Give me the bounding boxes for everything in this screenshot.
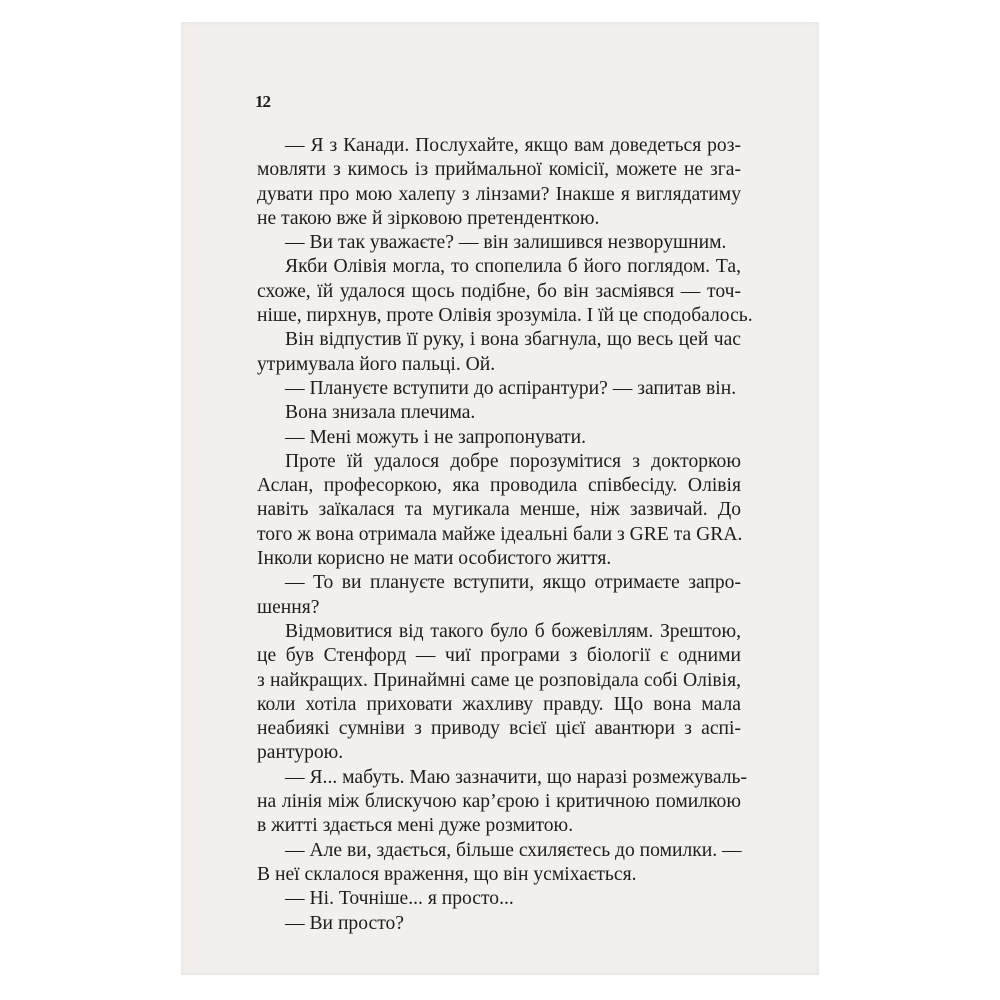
text-line: — Мені можуть і не запропонувати. — [285, 426, 586, 448]
text-line: — Я з Канади. Послухайте, якщо вам доведеться роз- — [285, 135, 741, 156]
text-line: — Плануєте вступити до аспірантури? — запитав він. — [285, 377, 737, 399]
text-line: Відмовитися від такого було б божевіллям. Зрештою, — [285, 620, 741, 642]
text-line: Вона знизала плечима. — [285, 402, 476, 424]
text-line: в житті здається мені дуже розмитою. — [257, 815, 574, 837]
text-line: — Але ви, здається, більше схиляєтесь до помилки. — — [285, 839, 742, 861]
book-page — [181, 22, 819, 975]
text-line: схоже, їй удалося щось подібне, бо він засміявся — точ- — [257, 280, 741, 302]
text-line: на лінія між блискучою кар’єрою і критичною помилкою — [257, 791, 741, 813]
text-line: не такою вже й зірковою претенденткою. — [257, 207, 600, 229]
text-line: В неї склалося враження, що він усміхається. — [257, 863, 637, 885]
text-line: з найкращих. Принаймні саме це розповідала собі Олівія, — [257, 669, 741, 691]
text-line: — Я... мабуть. Маю зазначити, що наразі розмежуваль- — [285, 766, 747, 788]
text-line: це був Стенфорд — чиї програми з біології є одними — [257, 645, 741, 667]
text-line: Якби Олівія могла, то спопелила б його поглядом. Та, — [285, 256, 741, 278]
text-line: Аслан, професоркою, яка проводила співбесіду. Олівія — [257, 475, 741, 497]
body-text — [257, 134, 753, 936]
text-line: неабиякі сумніви з приводу всієї цієї авантюри з аспі- — [257, 718, 741, 740]
text-line: — То ви плануєте вступити, якщо отримаєте запро- — [285, 572, 741, 594]
text-line: дувати про мою халепу з лінзами? Інакше я виглядатиму — [257, 183, 741, 205]
text-line: коли хотіла приховати жахливу правду. Що вона мала — [257, 693, 741, 715]
text-line: Інколи корисно не мати особистого життя. — [257, 548, 612, 570]
text-line: — Ви так уважаєте? — він залишився незворушним. — [285, 232, 727, 254]
text-line: того ж вона отримала майже ідеальні бали з GRE та GRA. — [257, 523, 743, 545]
text-line: навіть заїкалася та мугикала менше, ніж зазвичай. До — [257, 499, 741, 521]
text-line: — Ви просто? — [285, 912, 405, 934]
text-line: Проте їй удалося добре порозумітися з докторкою — [285, 450, 741, 472]
text-line: — Ні. Точніше... я просто... — [285, 888, 514, 910]
text-line: утримувала його пальці. Ой. — [257, 353, 496, 375]
text-line: ніше, пирхнув, проте Олівія зрозуміла. І їй це сподобалось. — [257, 305, 753, 327]
page-number: 12 — [255, 92, 270, 111]
text-line: мовляти з кимось із приймальної комісії, можете не зга- — [257, 159, 741, 181]
text-line: рантурою. — [257, 742, 344, 764]
text-line: шення? — [257, 596, 320, 618]
text-line: Він відпустив її руку, і вона збагнула, що весь цей час — [285, 329, 741, 351]
